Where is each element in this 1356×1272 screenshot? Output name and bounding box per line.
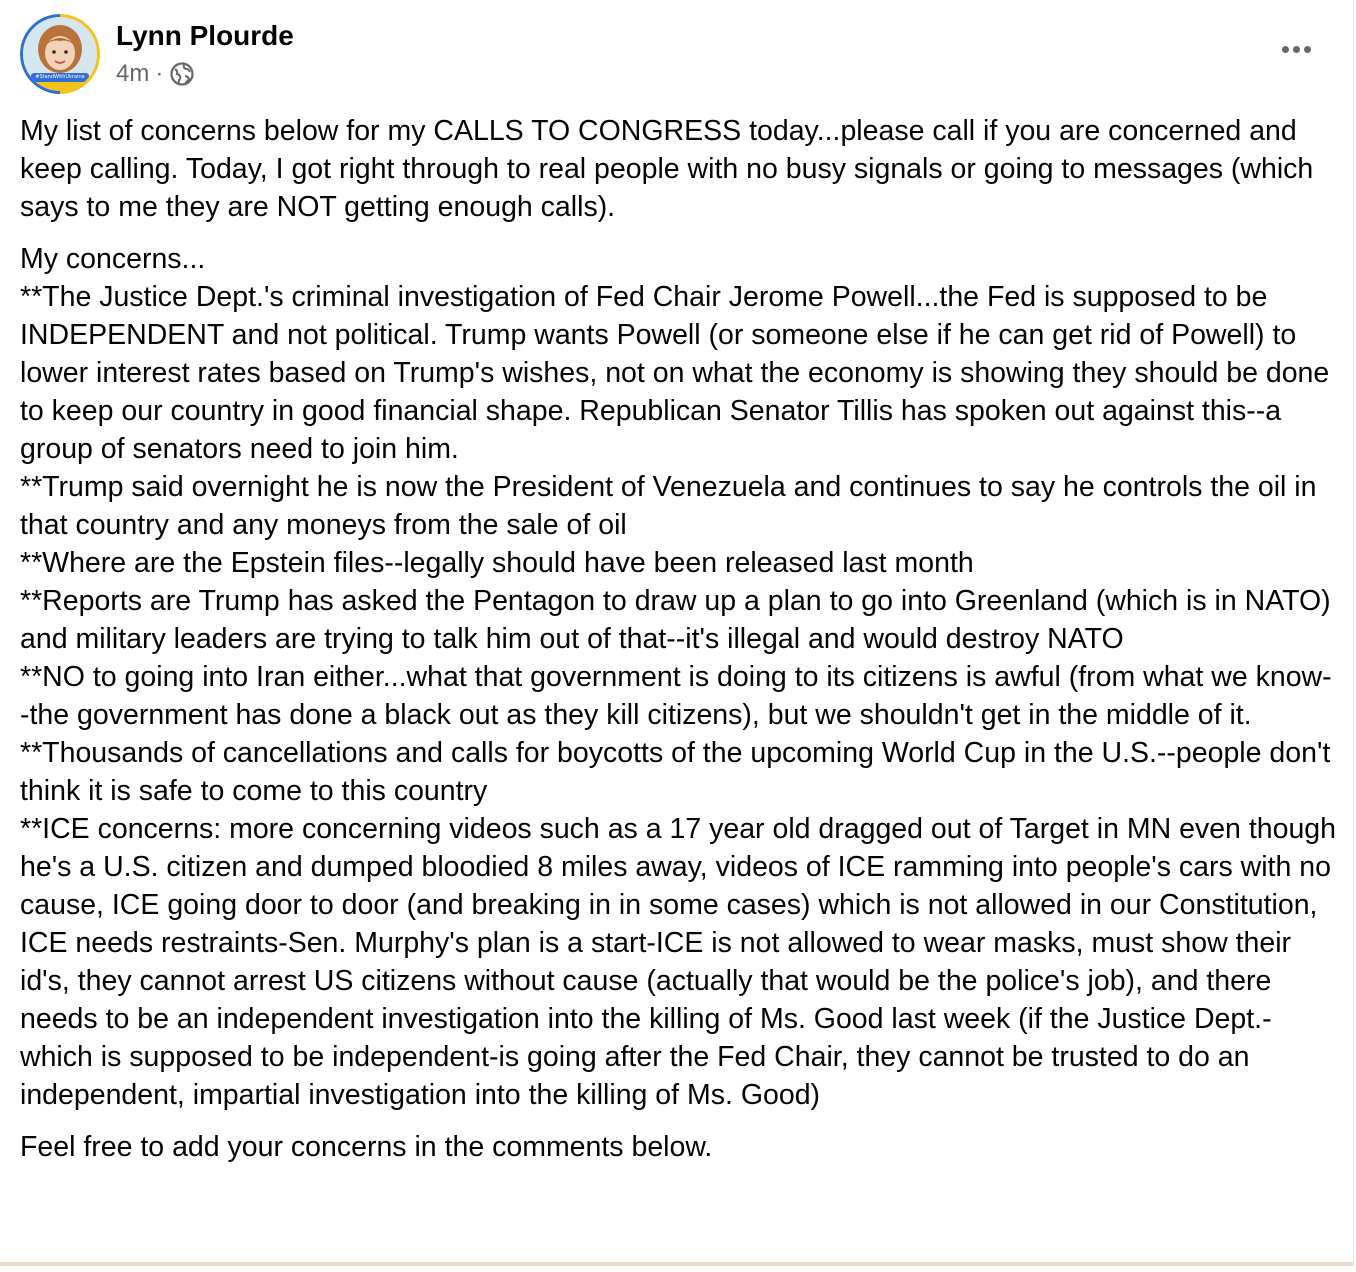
avatar-photo bbox=[23, 17, 97, 91]
more-dot bbox=[1304, 46, 1311, 53]
concerns-list bbox=[20, 240, 1340, 1114]
meta-separator: · bbox=[155, 60, 164, 87]
concern-item: **Reports are Trump has asked the Pentagon to draw up a plan to go into Greenland (which is in NATO) and military leaders are trying to talk him out of that--it's illegal and would destroy NATO bbox=[20, 585, 1331, 655]
more-dot bbox=[1293, 46, 1300, 53]
concern-item: **Trump said overnight he is now the President of Venezuela and continues to say he controls the oil in that country and any moneys from the sale of oil bbox=[20, 471, 1317, 541]
post-closing: Feel free to add your concerns in the comments below. bbox=[20, 1131, 713, 1163]
post-timestamp[interactable]: 4m bbox=[116, 60, 150, 87]
post-intro: My list of concerns below for my CALLS TO CONGRESS today...please call if you are concerned and keep calling. Today, I got right through to real people with no busy signals or going to messages (which says to me they are NOT getting enough calls). bbox=[20, 115, 1314, 223]
more-dot bbox=[1282, 46, 1289, 53]
concern-item: **Thousands of cancellations and calls for boycotts of the upcoming World Cup in the U.S.--people don't think it is safe to come to this country bbox=[20, 737, 1331, 807]
concern-item: **Where are the Epstein files--legally should have been released last month bbox=[20, 547, 974, 579]
post-header bbox=[20, 14, 1336, 98]
avatar[interactable] bbox=[20, 14, 100, 94]
avatar-badge-text: #StandWithUkraine bbox=[35, 74, 85, 80]
concern-item: **The Justice Dept.'s criminal investigation of Fed Chair Jerome Powell...the Fed is supposed to be INDEPENDENT and not political. Trump wants Powell (or someone else if he can get rid of Powell) to lower interest rates based on Trump's wishes, not on what the economy is showing they should be done to keep our country in good financial shape. Republican Senator Tillis has spoken out against this--a group of senators need to join him. bbox=[20, 281, 1330, 465]
post-body bbox=[20, 112, 1340, 1180]
concern-item: **ICE concerns: more concerning videos such as a 17 year old dragged out of Target in MN even though he's a U.S. citizen and dumped bloodied 8 miles away, videos of ICE ramming into people's cars with no cause, ICE going door to door (and breaking in in some cases) which is not allowed in our Constitution, ICE needs restraints-Sen. Murphy's plan is a start-ICE is not allowed to wear masks, must show their id's, they cannot arrest US citizens without cause (actually that would be the police's job), and there needs to be an independent investigation into the killing of Ms. Good last week (if the Justice Dept.-which is supposed to be independent-is going after the Fed Chair, they cannot be trusted to do an independent, impartial investigation into the killing of Ms. Good) bbox=[20, 813, 1336, 1111]
more-options-icon[interactable] bbox=[1276, 34, 1316, 64]
post-meta bbox=[116, 60, 195, 88]
author-name[interactable]: Lynn Plourde bbox=[116, 20, 294, 51]
globe-icon[interactable] bbox=[169, 61, 195, 87]
concerns-heading: My concerns... bbox=[20, 243, 206, 275]
concern-item: **NO to going into Iran either...what that government is doing to its citizens is awful (from what we know--the government has done a black out as they kill citizens), but we shouldn't get in the middle of it. bbox=[20, 661, 1332, 731]
